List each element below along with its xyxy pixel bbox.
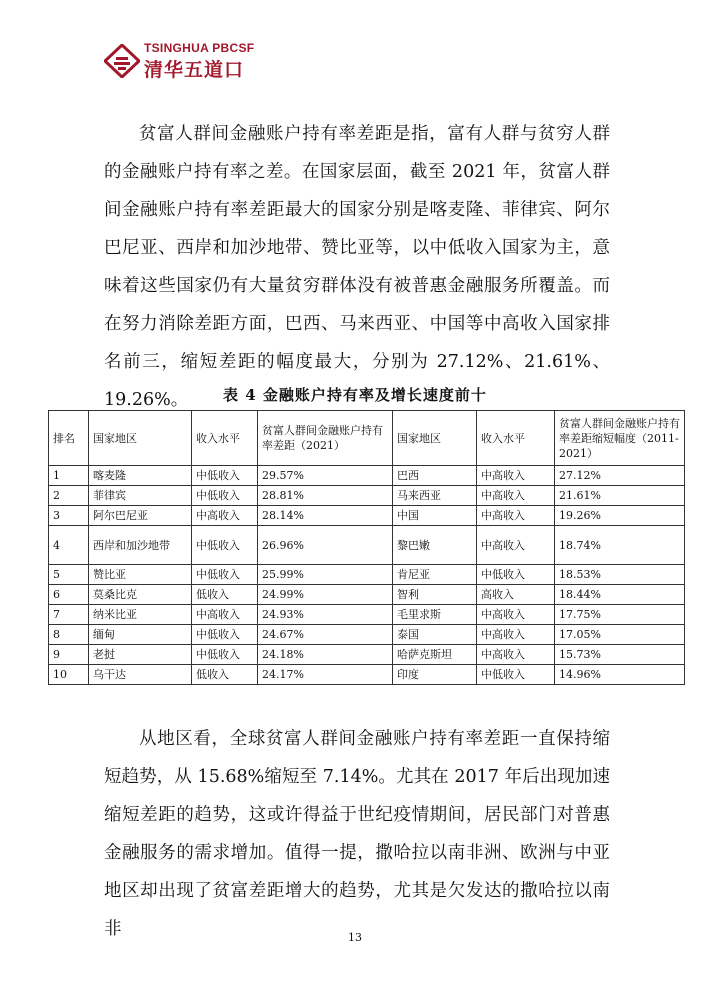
cell-income-2: 中低收入: [477, 665, 555, 685]
cell-income: 低收入: [192, 665, 258, 685]
table-row: [49, 486, 685, 506]
cell-rank: 4: [49, 526, 89, 565]
table-row: [49, 605, 685, 625]
cell-gap: 26.96%: [258, 526, 393, 565]
cell-reduction: 14.96%: [555, 665, 685, 685]
cell-country: 赞比亚: [89, 565, 192, 585]
page-number: 13: [348, 931, 362, 944]
cell-income: 低收入: [192, 585, 258, 605]
cell-rank: 6: [49, 585, 89, 605]
cell-rank: 10: [49, 665, 89, 685]
cell-country: 老挝: [89, 645, 192, 665]
table-row: [49, 625, 685, 645]
header-country-2: 国家地区: [393, 411, 477, 466]
cell-country: 乌干达: [89, 665, 192, 685]
cell-country: 缅甸: [89, 625, 192, 645]
cell-country-2: 泰国: [393, 625, 477, 645]
body-paragraph-2: 从地区看，全球贫富人群间金融账户持有率差距一直保持缩短趋势，从 15.68%缩短至 7.14%。尤其在 2017 年后出现加速缩短差距的趋势，这或许得益于世纪疫情期间，居民部门对普惠金融服务的需求增加。值得一提，撒哈拉以南非洲、欧洲与中亚地区却出现了贫富差距增大的趋势，尤其是欠发达的撒哈拉以南非: [104, 729, 610, 939]
cell-reduction: 17.05%: [555, 625, 685, 645]
cell-country: 菲律宾: [89, 486, 192, 506]
cell-income: 中低收入: [192, 625, 258, 645]
cell-income: 中高收入: [192, 605, 258, 625]
cell-gap: 25.99%: [258, 565, 393, 585]
cell-country-2: 印度: [393, 665, 477, 685]
cell-income-2: 中高收入: [477, 506, 555, 526]
cell-gap: 29.57%: [258, 466, 393, 486]
cell-income: 中低收入: [192, 486, 258, 506]
cell-country: 阿尔巴尼亚: [89, 506, 192, 526]
cell-income-2: 中高收入: [477, 605, 555, 625]
cell-reduction: 15.73%: [555, 645, 685, 665]
cell-gap: 24.99%: [258, 585, 393, 605]
table-row: [49, 466, 685, 486]
header-income: 收入水平: [192, 411, 258, 466]
table-row: [49, 585, 685, 605]
cell-rank: 1: [49, 466, 89, 486]
cell-income-2: 中低收入: [477, 565, 555, 585]
cell-gap: 28.14%: [258, 506, 393, 526]
table-row: [49, 526, 685, 565]
cell-rank: 7: [49, 605, 89, 625]
table-row: [49, 565, 685, 585]
cell-rank: 5: [49, 565, 89, 585]
body-paragraph-1: 贫富人群间金融账户持有率差距是指，富有人群与贫穷人群的金融账户持有率之差。在国家层面，截至 2021 年，贫富人群间金融账户持有率差距最大的国家分别是喀麦隆、菲律宾、阿尔巴尼亚、西岸和加沙地带、赞比亚等，以中低收入国家为主，意味着这些国家仍有大量贫穷群体没有被普惠金融服务所覆盖。而在努力消除差距方面，巴西、马来西亚、中国等中高收入国家排名前三，缩短差距的幅度最大，分别为 27.12%、21.61%、19.26%。: [104, 124, 610, 410]
cell-country: 喀麦隆: [89, 466, 192, 486]
ranking-table: [48, 410, 685, 685]
table-row: [49, 645, 685, 665]
header-logo: [104, 40, 264, 90]
logo-english-text: TSINGHUA PBCSF: [144, 41, 255, 55]
cell-income-2: 中高收入: [477, 466, 555, 486]
pbcsf-logo-icon: [104, 44, 140, 78]
cell-income-2: 中高收入: [477, 645, 555, 665]
cell-country: 莫桑比克: [89, 585, 192, 605]
header-rank: 排名: [49, 411, 89, 466]
cell-country-2: 中国: [393, 506, 477, 526]
cell-country-2: 巴西: [393, 466, 477, 486]
cell-country: 西岸和加沙地带: [89, 526, 192, 565]
table-caption: 表 4 金融账户持有率及增长速度前十: [223, 386, 487, 404]
cell-gap: 24.67%: [258, 625, 393, 645]
header-income-2: 收入水平: [477, 411, 555, 466]
header-gap-reduction: 贫富人群间金融账户持有率差距缩短幅度（2011-2021）: [555, 411, 685, 466]
cell-income-2: 高收入: [477, 585, 555, 605]
cell-income: 中低收入: [192, 565, 258, 585]
header-country: 国家地区: [89, 411, 192, 466]
cell-country-2: 智利: [393, 585, 477, 605]
cell-gap: 24.17%: [258, 665, 393, 685]
cell-rank: 2: [49, 486, 89, 506]
cell-income: 中低收入: [192, 466, 258, 486]
cell-reduction: 17.75%: [555, 605, 685, 625]
cell-income-2: 中高收入: [477, 625, 555, 645]
cell-country-2: 黎巴嫩: [393, 526, 477, 565]
logo-chinese-text: 清华五道口: [144, 59, 245, 81]
cell-income: 中低收入: [192, 645, 258, 665]
cell-reduction: 21.61%: [555, 486, 685, 506]
cell-reduction: 18.44%: [555, 585, 685, 605]
cell-reduction: 18.53%: [555, 565, 685, 585]
cell-rank: 3: [49, 506, 89, 526]
cell-income-2: 中高收入: [477, 486, 555, 506]
cell-country-2: 哈萨克斯坦: [393, 645, 477, 665]
table-row: [49, 665, 685, 685]
cell-rank: 8: [49, 625, 89, 645]
cell-rank: 9: [49, 645, 89, 665]
cell-gap: 24.18%: [258, 645, 393, 665]
cell-gap: 28.81%: [258, 486, 393, 506]
cell-reduction: 19.26%: [555, 506, 685, 526]
table-header-row: [49, 411, 685, 466]
cell-income-2: 中高收入: [477, 526, 555, 565]
cell-country: 纳米比亚: [89, 605, 192, 625]
cell-reduction: 27.12%: [555, 466, 685, 486]
cell-country-2: 马来西亚: [393, 486, 477, 506]
cell-gap: 24.93%: [258, 605, 393, 625]
cell-income: 中高收入: [192, 506, 258, 526]
cell-income: 中低收入: [192, 526, 258, 565]
cell-country-2: 肯尼亚: [393, 565, 477, 585]
header-gap-2021: 贫富人群间金融账户持有率差距（2021）: [258, 411, 393, 466]
cell-country-2: 毛里求斯: [393, 605, 477, 625]
table-row: [49, 506, 685, 526]
cell-reduction: 18.74%: [555, 526, 685, 565]
